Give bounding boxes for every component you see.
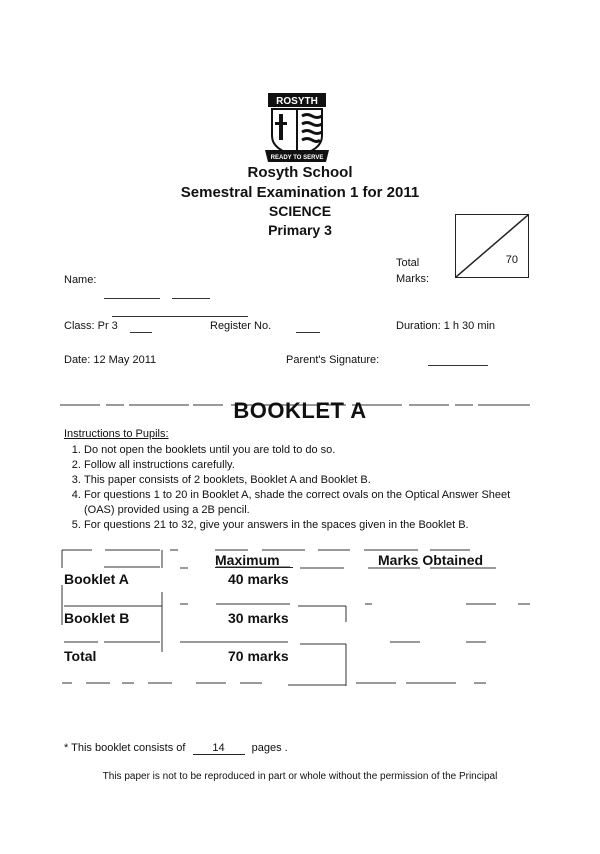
crest-motto-text: READY TO SERVE (270, 155, 324, 161)
row-booklet-a-obtained-cell[interactable] (370, 570, 520, 596)
col-obtained-header: Marks Obtained (378, 552, 484, 568)
pages-note (64, 742, 288, 755)
class-line[interactable] (130, 332, 152, 333)
total-label: Total (396, 257, 420, 269)
pages-prefix: * This booklet consists of (64, 742, 186, 754)
row-booklet-a-max: 40 marks (228, 571, 289, 587)
pages-suffix: pages . (251, 742, 288, 754)
total-marks-box (455, 214, 529, 278)
copyright-notice: This paper is not to be reproduced in part or whole without the permission of the Principal (102, 771, 498, 782)
row-total-max: 70 marks (228, 648, 289, 664)
name-label: Name: (64, 274, 97, 286)
level-title: Primary 3 (268, 222, 332, 238)
row-total-obtained-cell[interactable] (370, 646, 520, 676)
date-label: Date: 12 May 2011 (64, 354, 157, 366)
subject-title: SCIENCE (268, 203, 332, 219)
school-crest (262, 92, 332, 164)
register-line[interactable] (296, 332, 320, 333)
instruction-item: 5. For questions 21 to 32, give your answers in the spaces given in the Booklet B. (84, 518, 524, 533)
school-name: Rosyth School (247, 164, 353, 181)
row-total-label: Total (64, 648, 97, 664)
row-booklet-b-obtained-cell[interactable] (370, 608, 520, 636)
duration-label: Duration: 1 h 30 min (396, 320, 496, 332)
row-booklet-b-max: 30 marks (228, 610, 289, 626)
col-maximum-header: Maximum (215, 552, 280, 568)
signature-line[interactable] (428, 365, 488, 366)
instruction-item: 4. For questions 1 to 20 in Booklet A, shade the correct ovals on the Optical Answer Sheet (OAS) provided using a 2B pencil. (84, 488, 524, 518)
instructions (64, 427, 524, 533)
instruction-item: 1. Do not open the booklets until you are told to do so. (84, 443, 524, 458)
register-label: Register No. (210, 320, 272, 332)
col-maximum-underline (215, 567, 293, 568)
booklet-title: BOOKLET A (233, 398, 367, 423)
name-line[interactable] (104, 286, 352, 322)
instructions-title: Instructions to Pupils: (64, 428, 169, 440)
row-booklet-b-label: Booklet B (64, 610, 130, 626)
pages-count: 14 (193, 742, 245, 755)
marks-label: Marks: (396, 273, 429, 285)
instruction-item: 2. Follow all instructions carefully. (84, 458, 524, 473)
separator-line (60, 394, 530, 396)
crest-banner-text: ROSYTH (276, 96, 318, 107)
row-booklet-a-label: Booklet A (64, 571, 129, 587)
signature-label: Parent's Signature: (286, 354, 380, 366)
class-label: Class: Pr 3 (64, 320, 118, 332)
instruction-item: 3. This paper consists of 2 booklets, Booklet A and Booklet B. (84, 473, 524, 488)
total-marks-value: 70 (505, 254, 518, 266)
exam-title: Semestral Examination 1 for 2011 (180, 184, 420, 201)
